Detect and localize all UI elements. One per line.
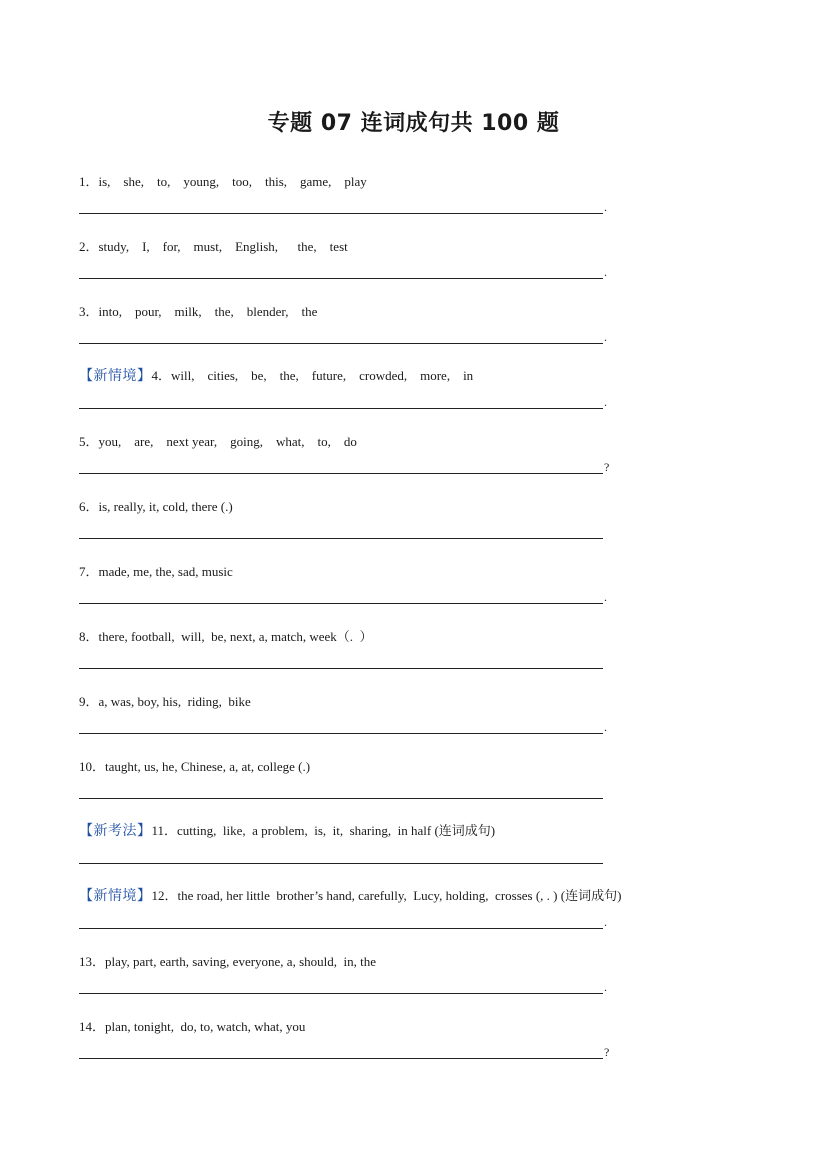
- question-words: 10．taught, us, he, Chinese, a, at, college (.): [79, 759, 311, 774]
- answer-line[interactable]: [79, 603, 603, 604]
- question-words: 13．play, part, earth, saving, everyone, a, should, in, the: [79, 954, 376, 969]
- answer-line[interactable]: [79, 863, 603, 864]
- question-words: 7．made, me, the, sad, music: [79, 564, 233, 579]
- question-text: [79, 1019, 305, 1035]
- question-3: [79, 304, 719, 364]
- end-punctuation: .: [604, 265, 607, 279]
- question-14: [79, 1019, 719, 1079]
- question-12: [79, 888, 719, 948]
- question-6: [79, 499, 719, 559]
- question-text: [79, 304, 317, 320]
- end-punctuation: .: [604, 200, 607, 214]
- question-words: 8．there, football, will, be, next, a, match, week（. ）: [79, 629, 373, 644]
- question-text: [79, 954, 376, 970]
- answer-line[interactable]: [79, 668, 603, 669]
- question-text: [79, 368, 473, 384]
- question-7: [79, 564, 719, 624]
- question-text: [79, 823, 495, 839]
- end-punctuation: .: [604, 980, 607, 994]
- answer-line[interactable]: [79, 733, 603, 734]
- question-5: [79, 434, 719, 494]
- answer-line[interactable]: [79, 928, 603, 929]
- question-words: 11．cutting, like, a problem, is, it, sharing, in half (连词成句): [151, 823, 496, 838]
- answer-line[interactable]: [79, 798, 603, 799]
- end-punctuation: .: [604, 330, 607, 344]
- question-words: 2．study, I, for, must, English, the, test: [79, 239, 348, 254]
- question-text: [79, 888, 621, 904]
- question-4: [79, 368, 719, 428]
- end-punctuation: .: [604, 720, 607, 734]
- question-1: [79, 174, 719, 234]
- question-tag: 【新考法】: [79, 823, 152, 839]
- answer-line[interactable]: [79, 343, 603, 344]
- answer-line[interactable]: [79, 473, 603, 474]
- end-punctuation: .: [604, 590, 607, 604]
- question-2: [79, 239, 719, 299]
- question-text: [79, 564, 233, 580]
- end-punctuation: ?: [604, 460, 610, 474]
- page-title: 专题 07 连词成句共 100 题: [267, 111, 560, 136]
- answer-line[interactable]: [79, 993, 603, 994]
- question-words: 12．the road, her little brother’s hand, carefully, Lucy, holding, crosses (, . ) (连词成句): [151, 888, 622, 903]
- question-words: 9．a, was, boy, his, riding, bike: [79, 694, 251, 709]
- end-punctuation: .: [604, 395, 607, 409]
- question-9: [79, 694, 719, 754]
- question-text: [79, 694, 251, 710]
- question-text: [79, 239, 348, 255]
- question-words: 5．you, are, next year, going, what, to, do: [79, 434, 357, 449]
- question-text: [79, 759, 310, 775]
- question-tag: 【新情境】: [79, 888, 152, 904]
- end-punctuation: .: [604, 915, 607, 929]
- question-words: 6．is, really, it, cold, there (.): [79, 499, 233, 514]
- question-10: [79, 759, 719, 819]
- question-8: [79, 629, 719, 689]
- answer-line[interactable]: [79, 1058, 603, 1059]
- question-words: 4．will, cities, be, the, future, crowded, more, in: [151, 368, 474, 383]
- answer-line[interactable]: [79, 213, 603, 214]
- answer-line[interactable]: [79, 408, 603, 409]
- question-tag: 【新情境】: [79, 368, 152, 384]
- question-text: [79, 174, 367, 190]
- question-words: 1．is, she, to, young, too, this, game, play: [79, 174, 367, 189]
- question-text: [79, 499, 233, 515]
- question-text: [79, 434, 357, 450]
- question-words: 14．plan, tonight, do, to, watch, what, you: [79, 1019, 306, 1034]
- answer-line[interactable]: [79, 278, 603, 279]
- question-11: [79, 823, 719, 883]
- end-punctuation: ?: [604, 1045, 610, 1059]
- question-text: [79, 629, 373, 645]
- answer-line[interactable]: [79, 538, 603, 539]
- question-words: 3．into, pour, milk, the, blender, the: [79, 304, 318, 319]
- question-13: [79, 954, 719, 1014]
